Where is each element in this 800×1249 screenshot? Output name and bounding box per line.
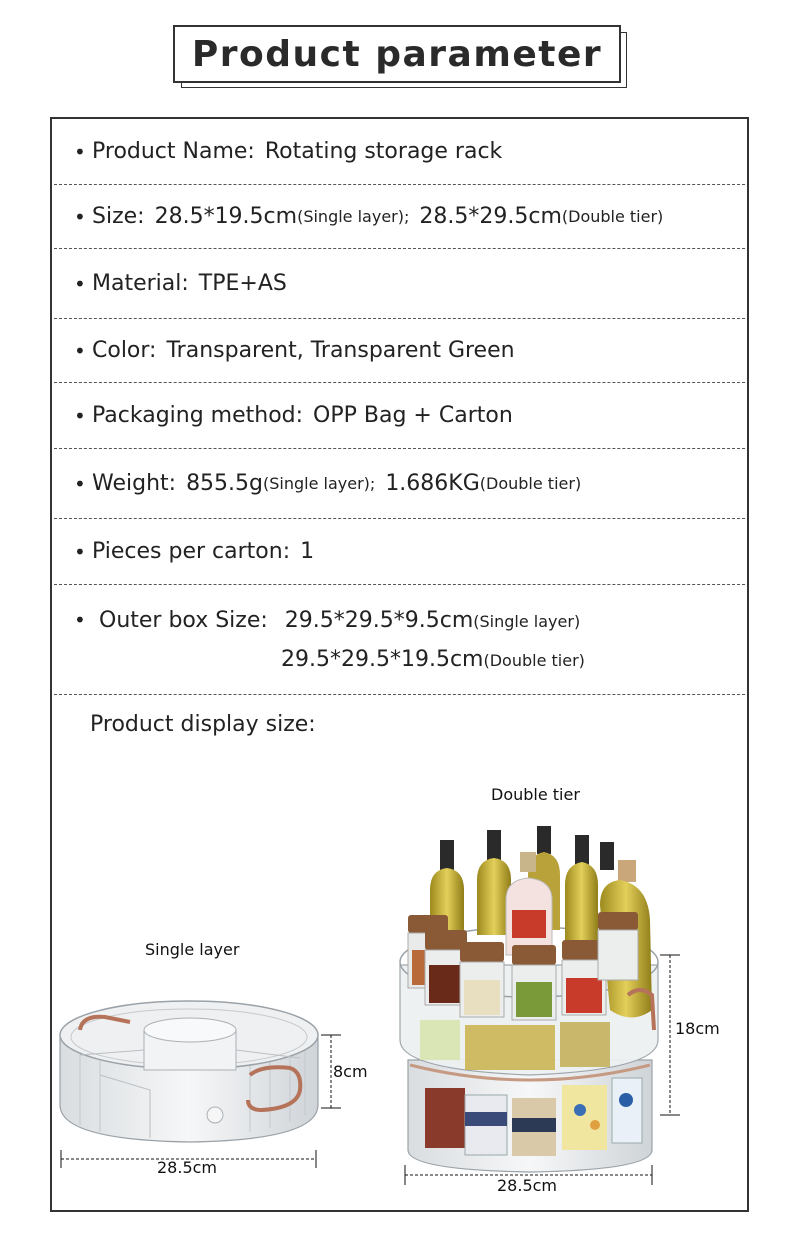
bullet: • bbox=[74, 403, 86, 428]
color-value: Transparent, Transparent Green bbox=[166, 338, 515, 363]
bullet: • bbox=[74, 607, 86, 632]
outer-box-double-note: (Double tier) bbox=[483, 650, 585, 670]
weight-single-note: (Single layer); bbox=[263, 474, 376, 493]
page-title: Product parameter bbox=[191, 33, 603, 75]
weight-double: 1.686KG bbox=[385, 471, 480, 496]
double-width-label: 28.5cm bbox=[497, 1176, 558, 1195]
size-double-note: (Double tier) bbox=[561, 207, 664, 226]
pieces-value: 1 bbox=[300, 539, 315, 564]
single-layer-caption: Single layer bbox=[145, 940, 240, 959]
single-layer-rack-image bbox=[60, 1001, 318, 1142]
bullet: • bbox=[74, 338, 86, 363]
material-value: TPE+AS bbox=[198, 271, 287, 296]
weight-single: 855.5g bbox=[186, 471, 264, 496]
product-name-label: Product Name: bbox=[92, 139, 255, 164]
packaging-value: OPP Bag + Carton bbox=[313, 403, 513, 428]
outer-box-single: 29.5*29.5*9.5cm bbox=[284, 607, 474, 633]
product-name-value: Rotating storage rack bbox=[264, 139, 503, 164]
outer-box-label: Outer box Size: bbox=[99, 607, 268, 633]
bullet: • bbox=[74, 271, 86, 296]
double-tier-rack-image bbox=[400, 826, 658, 1172]
bullet: • bbox=[74, 139, 86, 164]
bullet: • bbox=[74, 539, 86, 564]
packaging-label: Packaging method: bbox=[92, 403, 304, 428]
single-width-label: 28.5cm bbox=[157, 1158, 218, 1177]
outer-box-double: 29.5*29.5*19.5cm bbox=[281, 646, 484, 672]
size-double: 28.5*29.5cm bbox=[419, 204, 562, 229]
double-height-label: 18cm bbox=[675, 1019, 720, 1038]
weight-label: Weight: bbox=[92, 471, 177, 496]
bullet: • bbox=[74, 471, 86, 496]
weight-double-note: (Double tier) bbox=[479, 474, 582, 493]
single-height-label: 8cm bbox=[333, 1062, 368, 1081]
size-label: Size: bbox=[92, 204, 145, 229]
bullet: • bbox=[74, 204, 86, 229]
display-size-label: Product display size: bbox=[90, 712, 316, 737]
double-tier-caption: Double tier bbox=[491, 785, 580, 804]
material-label: Material: bbox=[92, 271, 189, 296]
outer-box-single-note: (Single layer) bbox=[473, 611, 581, 631]
pieces-label: Pieces per carton: bbox=[92, 539, 291, 564]
size-single-note: (Single layer); bbox=[297, 207, 410, 226]
size-single: 28.5*19.5cm bbox=[154, 204, 298, 229]
color-label: Color: bbox=[92, 338, 157, 363]
